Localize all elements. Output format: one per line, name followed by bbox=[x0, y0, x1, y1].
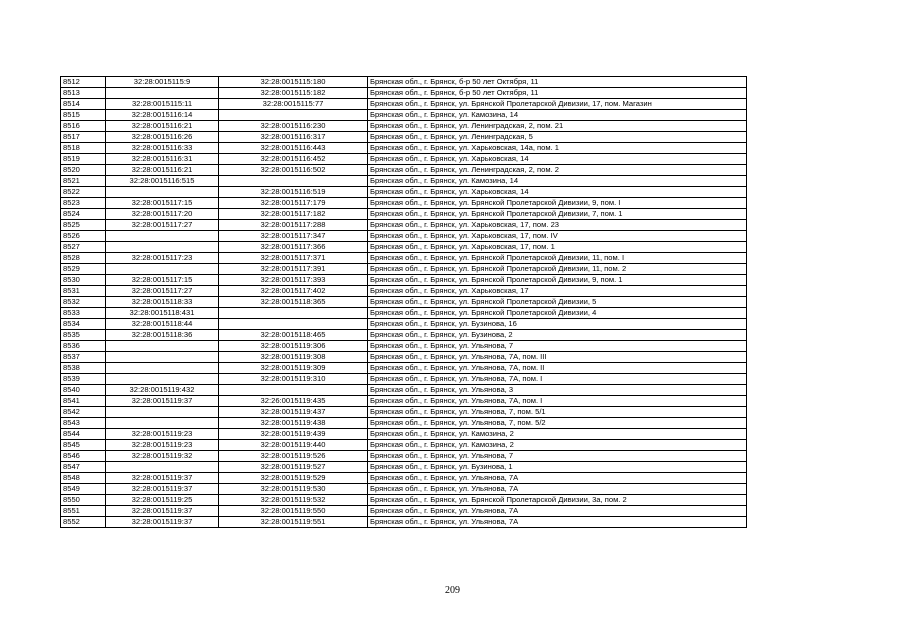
land-cadastral-number-cell: 32:28:0015117:23 bbox=[106, 253, 219, 264]
building-cadastral-number-cell bbox=[219, 385, 368, 396]
registry-table bbox=[60, 76, 747, 528]
address-cell: Брянская обл., г. Брянск, ул. Брянской Пролетарской Дивизии, 9, пом. 1 bbox=[368, 275, 747, 286]
building-cadastral-number-cell: 32:28:0015119:438 bbox=[219, 418, 368, 429]
table-row bbox=[61, 330, 747, 341]
address-cell: Брянская обл., г. Брянск, ул. Ульянова, 7А, пом. II bbox=[368, 363, 747, 374]
table-row bbox=[61, 484, 747, 495]
land-cadastral-number-cell: 32:28:0015117:20 bbox=[106, 209, 219, 220]
row-number-cell: 8542 bbox=[61, 407, 106, 418]
table-row bbox=[61, 341, 747, 352]
table-row bbox=[61, 253, 747, 264]
table-row bbox=[61, 176, 747, 187]
land-cadastral-number-cell: 32:28:0015119:37 bbox=[106, 517, 219, 528]
table-row bbox=[61, 396, 747, 407]
building-cadastral-number-cell: 32:28:0015116:230 bbox=[219, 121, 368, 132]
address-cell: Брянская обл., г. Брянск, ул. Брянской Пролетарской Дивизии, 11, пом. I bbox=[368, 253, 747, 264]
row-number-cell: 8522 bbox=[61, 187, 106, 198]
building-cadastral-number-cell: 32:28:0015119:309 bbox=[219, 363, 368, 374]
table-row bbox=[61, 99, 747, 110]
row-number-cell: 8526 bbox=[61, 231, 106, 242]
land-cadastral-number-cell: 32:28:0015118:33 bbox=[106, 297, 219, 308]
address-cell: Брянская обл., г. Брянск, ул. Ульянова, 3 bbox=[368, 385, 747, 396]
row-number-cell: 8512 bbox=[61, 77, 106, 88]
table-row bbox=[61, 374, 747, 385]
land-cadastral-number-cell bbox=[106, 242, 219, 253]
address-cell: Брянская обл., г. Брянск, ул. Ульянова, 7А bbox=[368, 506, 747, 517]
address-cell: Брянская обл., г. Брянск, ул. Харьковская, 14а, пом. 1 bbox=[368, 143, 747, 154]
land-cadastral-number-cell: 32:28:0015119:37 bbox=[106, 506, 219, 517]
row-number-cell: 8549 bbox=[61, 484, 106, 495]
building-cadastral-number-cell: 32:28:0015117:371 bbox=[219, 253, 368, 264]
table-row bbox=[61, 363, 747, 374]
row-number-cell: 8530 bbox=[61, 275, 106, 286]
building-cadastral-number-cell: 32:28:0015115:77 bbox=[219, 99, 368, 110]
table-row bbox=[61, 242, 747, 253]
address-cell: Брянская обл., г. Брянск, ул. Ульянова, 7А, пом. III bbox=[368, 352, 747, 363]
building-cadastral-number-cell: 32:28:0015118:365 bbox=[219, 297, 368, 308]
land-cadastral-number-cell: 32:28:0015115:11 bbox=[106, 99, 219, 110]
address-cell: Брянская обл., г. Брянск, ул. Брянской Пролетарской Дивизии, 3а, пом. 2 bbox=[368, 495, 747, 506]
row-number-cell: 8513 bbox=[61, 88, 106, 99]
building-cadastral-number-cell: 32:28:0015119:551 bbox=[219, 517, 368, 528]
row-number-cell: 8532 bbox=[61, 297, 106, 308]
land-cadastral-number-cell: 32:28:0015119:37 bbox=[106, 484, 219, 495]
land-cadastral-number-cell: 32:28:0015119:23 bbox=[106, 440, 219, 451]
building-cadastral-number-cell: 32:28:0015116:452 bbox=[219, 154, 368, 165]
table-row bbox=[61, 121, 747, 132]
address-cell: Брянская обл., г. Брянск, ул. Бузинова, 2 bbox=[368, 330, 747, 341]
building-cadastral-number-cell: 32:28:0015117:179 bbox=[219, 198, 368, 209]
table-row bbox=[61, 440, 747, 451]
building-cadastral-number-cell: 32:28:0015119:440 bbox=[219, 440, 368, 451]
land-cadastral-number-cell bbox=[106, 231, 219, 242]
address-cell: Брянская обл., г. Брянск, ул. Ульянова, 7А, пом. I bbox=[368, 374, 747, 385]
table-row bbox=[61, 231, 747, 242]
row-number-cell: 8544 bbox=[61, 429, 106, 440]
table-row bbox=[61, 220, 747, 231]
table-row bbox=[61, 319, 747, 330]
address-cell: Брянская обл., г. Брянск, ул. Харьковская, 17 bbox=[368, 286, 747, 297]
land-cadastral-number-cell: 32:28:0015116:14 bbox=[106, 110, 219, 121]
address-cell: Брянская обл., г. Брянск, ул. Ульянова, 7, пом. 5/2 bbox=[368, 418, 747, 429]
row-number-cell: 8541 bbox=[61, 396, 106, 407]
table-row bbox=[61, 198, 747, 209]
row-number-cell: 8514 bbox=[61, 99, 106, 110]
address-cell: Брянская обл., г. Брянск, ул. Брянской Пролетарской Дивизии, 17, пом. Магазин bbox=[368, 99, 747, 110]
building-cadastral-number-cell: 32:28:0015119:437 bbox=[219, 407, 368, 418]
row-number-cell: 8540 bbox=[61, 385, 106, 396]
address-cell: Брянская обл., г. Брянск, ул. Бузинова, 1 bbox=[368, 462, 747, 473]
address-cell: Брянская обл., г. Брянск, ул. Ульянова, 7А bbox=[368, 517, 747, 528]
table-row bbox=[61, 418, 747, 429]
row-number-cell: 8543 bbox=[61, 418, 106, 429]
land-cadastral-number-cell: 32:28:0015115:9 bbox=[106, 77, 219, 88]
address-cell: Брянская обл., г. Брянск, ул. Брянской Пролетарской Дивизии, 4 bbox=[368, 308, 747, 319]
building-cadastral-number-cell: 32:28:0015117:393 bbox=[219, 275, 368, 286]
address-cell: Брянская обл., г. Брянск, ул. Харьковская, 17, пом. IV bbox=[368, 231, 747, 242]
table-row bbox=[61, 495, 747, 506]
building-cadastral-number-cell: 32:26:0015119:435 bbox=[219, 396, 368, 407]
row-number-cell: 8552 bbox=[61, 517, 106, 528]
row-number-cell: 8551 bbox=[61, 506, 106, 517]
row-number-cell: 8521 bbox=[61, 176, 106, 187]
building-cadastral-number-cell: 32:28:0015119:529 bbox=[219, 473, 368, 484]
land-cadastral-number-cell bbox=[106, 264, 219, 275]
row-number-cell: 8519 bbox=[61, 154, 106, 165]
building-cadastral-number-cell: 32:28:0015116:519 bbox=[219, 187, 368, 198]
table-row bbox=[61, 77, 747, 88]
building-cadastral-number-cell: 32:28:0015119:306 bbox=[219, 341, 368, 352]
land-cadastral-number-cell bbox=[106, 88, 219, 99]
table-row bbox=[61, 165, 747, 176]
building-cadastral-number-cell: 32:28:0015119:527 bbox=[219, 462, 368, 473]
building-cadastral-number-cell: 32:28:0015119:530 bbox=[219, 484, 368, 495]
table-row bbox=[61, 88, 747, 99]
table-row bbox=[61, 451, 747, 462]
address-cell: Брянская обл., г. Брянск, ул. Камозина, 2 bbox=[368, 440, 747, 451]
building-cadastral-number-cell: 32:28:0015119:532 bbox=[219, 495, 368, 506]
address-cell: Брянская обл., г. Брянск, б-р 50 лет Октября, 11 bbox=[368, 88, 747, 99]
land-cadastral-number-cell: 32:28:0015116:21 bbox=[106, 121, 219, 132]
building-cadastral-number-cell: 32:28:0015119:550 bbox=[219, 506, 368, 517]
building-cadastral-number-cell: 32:28:0015116:317 bbox=[219, 132, 368, 143]
row-number-cell: 8528 bbox=[61, 253, 106, 264]
row-number-cell: 8531 bbox=[61, 286, 106, 297]
building-cadastral-number-cell bbox=[219, 319, 368, 330]
land-cadastral-number-cell: 32:28:0015119:432 bbox=[106, 385, 219, 396]
address-cell: Брянская обл., г. Брянск, ул. Камозина, 14 bbox=[368, 176, 747, 187]
address-cell: Брянская обл., г. Брянск, ул. Ульянова, 7А bbox=[368, 484, 747, 495]
table-row bbox=[61, 286, 747, 297]
table-row bbox=[61, 473, 747, 484]
row-number-cell: 8529 bbox=[61, 264, 106, 275]
building-cadastral-number-cell: 32:28:0015119:310 bbox=[219, 374, 368, 385]
land-cadastral-number-cell: 32:28:0015117:27 bbox=[106, 286, 219, 297]
building-cadastral-number-cell bbox=[219, 176, 368, 187]
row-number-cell: 8518 bbox=[61, 143, 106, 154]
table-row bbox=[61, 517, 747, 528]
building-cadastral-number-cell: 32:28:0015117:182 bbox=[219, 209, 368, 220]
land-cadastral-number-cell: 32:28:0015118:431 bbox=[106, 308, 219, 319]
address-cell: Брянская обл., г. Брянск, ул. Бузинова, 16 bbox=[368, 319, 747, 330]
row-number-cell: 8550 bbox=[61, 495, 106, 506]
row-number-cell: 8546 bbox=[61, 451, 106, 462]
table-row bbox=[61, 506, 747, 517]
address-cell: Брянская обл., г. Брянск, б-р 50 лет Октября, 11 bbox=[368, 77, 747, 88]
land-cadastral-number-cell: 32:28:0015116:515 bbox=[106, 176, 219, 187]
table-row bbox=[61, 209, 747, 220]
address-cell: Брянская обл., г. Брянск, ул. Харьковская, 17, пом. 1 bbox=[368, 242, 747, 253]
land-cadastral-number-cell: 32:28:0015117:15 bbox=[106, 275, 219, 286]
row-number-cell: 8534 bbox=[61, 319, 106, 330]
land-cadastral-number-cell: 32:28:0015119:23 bbox=[106, 429, 219, 440]
address-cell: Брянская обл., г. Брянск, ул. Камозина, 2 bbox=[368, 429, 747, 440]
table-row bbox=[61, 352, 747, 363]
land-cadastral-number-cell bbox=[106, 462, 219, 473]
row-number-cell: 8515 bbox=[61, 110, 106, 121]
row-number-cell: 8539 bbox=[61, 374, 106, 385]
address-cell: Брянская обл., г. Брянск, ул. Камозина, 14 bbox=[368, 110, 747, 121]
table-row bbox=[61, 275, 747, 286]
row-number-cell: 8524 bbox=[61, 209, 106, 220]
table-row bbox=[61, 297, 747, 308]
land-cadastral-number-cell: 32:28:0015117:27 bbox=[106, 220, 219, 231]
address-cell: Брянская обл., г. Брянск, ул. Ленинградская, 2, пом. 2 bbox=[368, 165, 747, 176]
row-number-cell: 8547 bbox=[61, 462, 106, 473]
address-cell: Брянская обл., г. Брянск, ул. Ленинградская, 2, пом. 21 bbox=[368, 121, 747, 132]
land-cadastral-number-cell: 32:28:0015119:37 bbox=[106, 473, 219, 484]
land-cadastral-number-cell: 32:28:0015116:21 bbox=[106, 165, 219, 176]
land-cadastral-number-cell: 32:28:0015119:25 bbox=[106, 495, 219, 506]
building-cadastral-number-cell bbox=[219, 110, 368, 121]
land-cadastral-number-cell: 32:28:0015116:33 bbox=[106, 143, 219, 154]
table-row bbox=[61, 429, 747, 440]
land-cadastral-number-cell: 32:28:0015118:36 bbox=[106, 330, 219, 341]
land-cadastral-number-cell: 32:28:0015119:37 bbox=[106, 396, 219, 407]
address-cell: Брянская обл., г. Брянск, ул. Ульянова, 7, пом. 5/1 bbox=[368, 407, 747, 418]
land-cadastral-number-cell bbox=[106, 407, 219, 418]
land-cadastral-number-cell bbox=[106, 418, 219, 429]
row-number-cell: 8520 bbox=[61, 165, 106, 176]
table-row bbox=[61, 132, 747, 143]
land-cadastral-number-cell: 32:28:0015116:31 bbox=[106, 154, 219, 165]
building-cadastral-number-cell: 32:28:0015116:443 bbox=[219, 143, 368, 154]
row-number-cell: 8517 bbox=[61, 132, 106, 143]
address-cell: Брянская обл., г. Брянск, ул. Брянской Пролетарской Дивизии, 9, пом. I bbox=[368, 198, 747, 209]
address-cell: Брянская обл., г. Брянск, ул. Ленинградская, 5 bbox=[368, 132, 747, 143]
land-cadastral-number-cell: 32:28:0015118:44 bbox=[106, 319, 219, 330]
table-row bbox=[61, 385, 747, 396]
table-row bbox=[61, 154, 747, 165]
registry-table-body bbox=[61, 77, 747, 528]
land-cadastral-number-cell: 32:28:0015119:32 bbox=[106, 451, 219, 462]
registry-sheet bbox=[60, 76, 746, 528]
building-cadastral-number-cell: 32:28:0015119:308 bbox=[219, 352, 368, 363]
building-cadastral-number-cell: 32:28:0015119:526 bbox=[219, 451, 368, 462]
address-cell: Брянская обл., г. Брянск, ул. Брянской Пролетарской Дивизии, 11, пом. 2 bbox=[368, 264, 747, 275]
row-number-cell: 8516 bbox=[61, 121, 106, 132]
building-cadastral-number-cell: 32:28:0015117:366 bbox=[219, 242, 368, 253]
row-number-cell: 8538 bbox=[61, 363, 106, 374]
land-cadastral-number-cell bbox=[106, 363, 219, 374]
building-cadastral-number-cell: 32:28:0015119:439 bbox=[219, 429, 368, 440]
land-cadastral-number-cell bbox=[106, 352, 219, 363]
row-number-cell: 8545 bbox=[61, 440, 106, 451]
building-cadastral-number-cell: 32:28:0015117:402 bbox=[219, 286, 368, 297]
building-cadastral-number-cell: 32:28:0015117:347 bbox=[219, 231, 368, 242]
building-cadastral-number-cell bbox=[219, 308, 368, 319]
building-cadastral-number-cell: 32:28:0015118:465 bbox=[219, 330, 368, 341]
table-row bbox=[61, 143, 747, 154]
row-number-cell: 8533 bbox=[61, 308, 106, 319]
address-cell: Брянская обл., г. Брянск, ул. Ульянова, 7А, пом. I bbox=[368, 396, 747, 407]
building-cadastral-number-cell: 32:28:0015116:502 bbox=[219, 165, 368, 176]
row-number-cell: 8523 bbox=[61, 198, 106, 209]
land-cadastral-number-cell: 32:28:0015117:15 bbox=[106, 198, 219, 209]
table-row bbox=[61, 187, 747, 198]
table-row bbox=[61, 110, 747, 121]
land-cadastral-number-cell bbox=[106, 341, 219, 352]
land-cadastral-number-cell bbox=[106, 374, 219, 385]
address-cell: Брянская обл., г. Брянск, ул. Брянской Пролетарской Дивизии, 5 bbox=[368, 297, 747, 308]
address-cell: Брянская обл., г. Брянск, ул. Ульянова, 7А bbox=[368, 473, 747, 484]
address-cell: Брянская обл., г. Брянск, ул. Харьковская, 17, пом. 23 bbox=[368, 220, 747, 231]
row-number-cell: 8548 bbox=[61, 473, 106, 484]
table-row bbox=[61, 308, 747, 319]
land-cadastral-number-cell bbox=[106, 187, 219, 198]
address-cell: Брянская обл., г. Брянск, ул. Харьковская, 14 bbox=[368, 154, 747, 165]
building-cadastral-number-cell: 32:28:0015115:182 bbox=[219, 88, 368, 99]
row-number-cell: 8535 bbox=[61, 330, 106, 341]
address-cell: Брянская обл., г. Брянск, ул. Ульянова, 7 bbox=[368, 451, 747, 462]
address-cell: Брянская обл., г. Брянск, ул. Харьковская, 14 bbox=[368, 187, 747, 198]
building-cadastral-number-cell: 32:28:0015115:180 bbox=[219, 77, 368, 88]
building-cadastral-number-cell: 32:28:0015117:288 bbox=[219, 220, 368, 231]
row-number-cell: 8525 bbox=[61, 220, 106, 231]
table-row bbox=[61, 462, 747, 473]
row-number-cell: 8537 bbox=[61, 352, 106, 363]
address-cell: Брянская обл., г. Брянск, ул. Брянской Пролетарской Дивизии, 7, пом. 1 bbox=[368, 209, 747, 220]
row-number-cell: 8536 bbox=[61, 341, 106, 352]
row-number-cell: 8527 bbox=[61, 242, 106, 253]
address-cell: Брянская обл., г. Брянск, ул. Ульянова, 7 bbox=[368, 341, 747, 352]
building-cadastral-number-cell: 32:28:0015117:391 bbox=[219, 264, 368, 275]
page-number: 209 bbox=[445, 585, 460, 596]
table-row bbox=[61, 407, 747, 418]
table-row bbox=[61, 264, 747, 275]
land-cadastral-number-cell: 32:28:0015116:26 bbox=[106, 132, 219, 143]
